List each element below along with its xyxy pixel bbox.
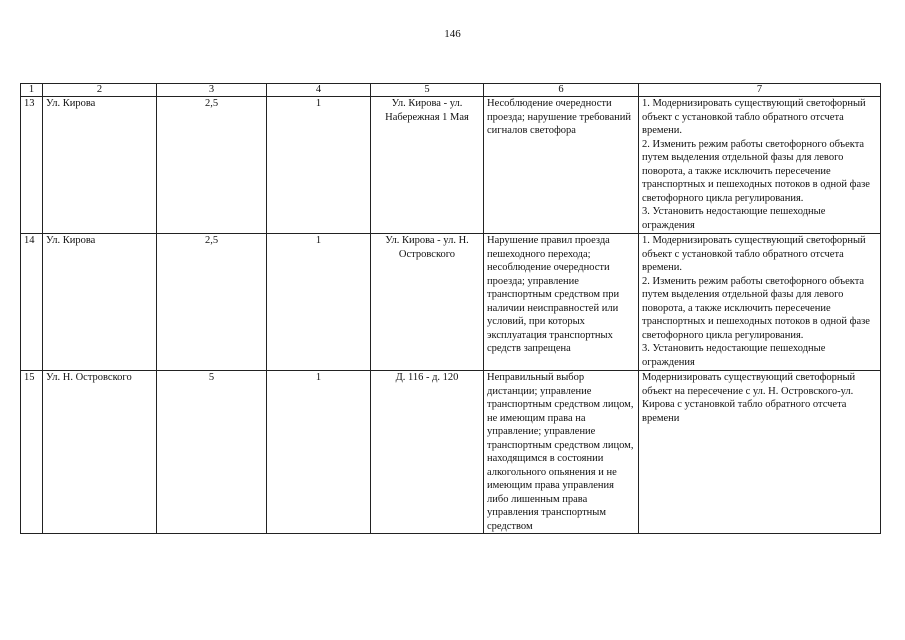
page-number: 146 xyxy=(444,28,461,40)
street-cell: Ул. Н. Островского xyxy=(43,371,157,534)
measure-item: 2. Изменить режим работы светофорного объекта путем выделения отдельной фазы для левого поворота, а также исключить пересечение транспортных и пешеходных потоков в одной фазе светофорного цикла регулирования. xyxy=(642,275,870,341)
violations-cell: Неправильный выбор дистанции; управление транспортным средством лицом, не имеющим права на управление; управление транспортным средством лицом, находящимся в состоянии алкогольного опьянения и не имеющим права управления либо лишенным права управления транспортным средством xyxy=(484,371,639,534)
violations-cell: Нарушение правил проезда пешеходного перехода; несоблюдение очередности проезда; управление транспортным средством при наличии неисправностей или условий, при которых эксплуатация транспортных средств запрещена xyxy=(484,234,639,371)
col3-cell: 2,5 xyxy=(157,97,267,234)
col3-cell: 5 xyxy=(157,371,267,534)
measure-item: 3. Установить недостающие пешеходные ограждения xyxy=(642,343,826,368)
row-number: 15 xyxy=(21,371,43,534)
column-header: 1 xyxy=(21,84,43,97)
measures-cell xyxy=(639,371,881,534)
table-row xyxy=(21,97,881,234)
row-number: 14 xyxy=(21,234,43,371)
table-row xyxy=(21,234,881,371)
table-row xyxy=(21,371,881,534)
column-header: 7 xyxy=(639,84,881,97)
col4-cell: 1 xyxy=(267,371,371,534)
measure-item: 3. Установить недостающие пешеходные ограждения xyxy=(642,206,826,231)
street-cell: Ул. Кирова xyxy=(43,97,157,234)
measures-cell xyxy=(639,234,881,371)
col4-cell: 1 xyxy=(267,97,371,234)
measures-cell xyxy=(639,97,881,234)
measure-item: Модернизировать существующий светофорный объект на пересечение с ул. Н. Островского-ул. Кирова с установкой табло обратного отсчета времени xyxy=(642,372,856,424)
column-header: 6 xyxy=(484,84,639,97)
column-header: 4 xyxy=(267,84,371,97)
measure-item: 2. Изменить режим работы светофорного объекта путем выделения отдельной фазы для левого поворота, а также исключить пересечение транспортных и пешеходных потоков в одной фазе светофорного цикла регулирования. xyxy=(642,138,870,204)
col3-cell: 2,5 xyxy=(157,234,267,371)
column-header: 3 xyxy=(157,84,267,97)
column-header: 5 xyxy=(371,84,484,97)
col4-cell: 1 xyxy=(267,234,371,371)
location-cell: Ул. Кирова - ул. Набережная 1 Мая xyxy=(371,97,484,234)
measure-item: 1. Модернизировать существующий светофорный объект с установкой табло обратного отсчета времени. xyxy=(642,235,866,273)
column-header: 2 xyxy=(43,84,157,97)
data-table xyxy=(20,83,881,534)
location-cell: Ул. Кирова - ул. Н. Островского xyxy=(371,234,484,371)
measure-item: 1. Модернизировать существующий светофорный объект с установкой табло обратного отсчета времени. xyxy=(642,98,866,136)
header-row xyxy=(21,84,881,97)
violations-cell: Несоблюдение очередности проезда; нарушение требований сигналов светофора xyxy=(484,97,639,234)
row-number: 13 xyxy=(21,97,43,234)
location-cell: Д. 116 - д. 120 xyxy=(371,371,484,534)
street-cell: Ул. Кирова xyxy=(43,234,157,371)
